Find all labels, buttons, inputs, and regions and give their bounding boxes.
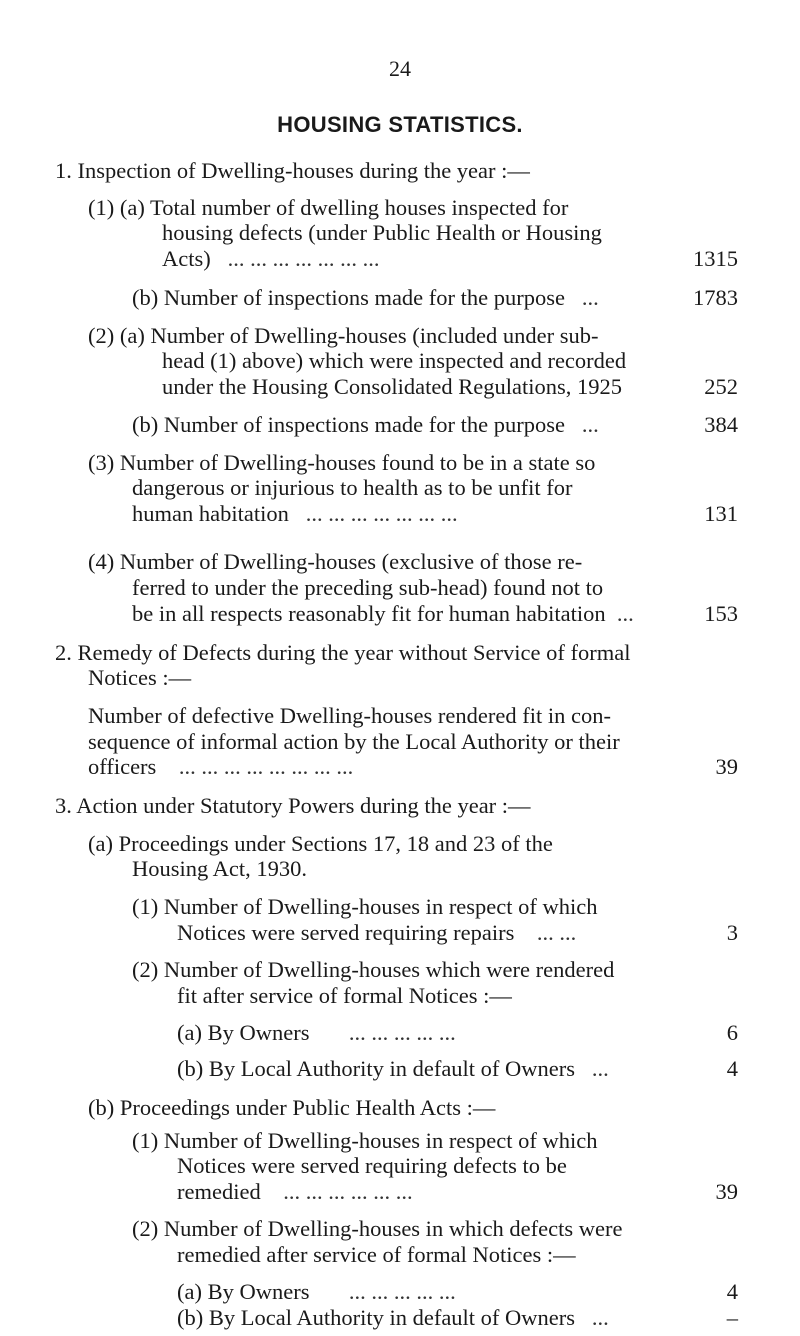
value-2b: 384: [704, 412, 738, 437]
item-3B2-line2: remedied after service of formal Notices :—: [177, 1242, 576, 1267]
item-1a-line1: (1) (a) Total number of dwelling houses inspected for: [88, 195, 569, 220]
item-3A-line1: (a) Proceedings under Sections 17, 18 and 23 of the: [88, 831, 553, 856]
section-3-heading: 3. Action under Statutory Powers during the year :—: [55, 793, 531, 818]
leader-dots: ...: [581, 412, 599, 437]
section-2-line1: Number of defective Dwelling-houses rendered fit in con-: [88, 703, 611, 728]
value-3B2a: 4: [726, 1279, 738, 1304]
value-3A1: 3: [726, 920, 738, 945]
leader-dots: ... ...: [536, 920, 577, 945]
page-title: HOUSING STATISTICS.: [277, 112, 523, 137]
item-3A-line2: Housing Act, 1930.: [132, 856, 308, 881]
value-3A2b: 4: [726, 1056, 738, 1081]
item-1a-line3: Acts) ... ... ... ... ... ... ...: [162, 246, 380, 271]
section-2-heading-cont: Notices :—: [88, 665, 192, 690]
item-2a-line3: under the Housing Consolidated Regulations, 1925: [162, 374, 622, 399]
section-2-heading: 2. Remedy of Defects during the year without Service of formal: [55, 640, 631, 665]
leader-dots: ...: [616, 601, 634, 626]
leader-dots: ... ... ... ... ...: [348, 1020, 456, 1045]
value-3A2a: 6: [726, 1020, 738, 1045]
item-1b: (b) Number of inspections made for the purpose ...: [132, 285, 599, 310]
value-2a: 252: [704, 374, 738, 399]
item-3B1-line2: Notices were served requiring defects to be: [177, 1153, 567, 1178]
value-s2: 39: [715, 754, 738, 779]
leader-dots: ...: [591, 1056, 609, 1081]
leader-dots: ... ... ... ... ... ... ...: [227, 246, 380, 271]
value-1a: 1315: [693, 246, 738, 271]
item-3B2-line1: (2) Number of Dwelling-houses in which defects were: [132, 1216, 623, 1241]
leader-dots: ... ... ... ... ...: [348, 1279, 456, 1304]
item-1a-line2: housing defects (under Public Health or Housing: [162, 220, 602, 245]
item-4-line2: ferred to under the preceding sub-head) found not to: [132, 575, 604, 600]
item-3B1-line1: (1) Number of Dwelling-houses in respect of which: [132, 1128, 598, 1153]
item-2a-line2: head (1) above) which were inspected and recorded: [162, 348, 627, 373]
item-3A2-line2: fit after service of formal Notices :—: [177, 983, 512, 1008]
value-4: 153: [704, 601, 738, 626]
item-2a-line1: (2) (a) Number of Dwelling-houses (included under sub-: [88, 323, 599, 348]
item-3-line1: (3) Number of Dwelling-houses found to be in a state so: [88, 450, 596, 475]
value-3: 131: [704, 501, 738, 526]
item-3-line3: human habitation ... ... ... ... ... ... ...: [132, 501, 458, 526]
value-3B1: 39: [715, 1179, 738, 1204]
page-number: 24: [389, 56, 411, 81]
item-4-line3: be in all respects reasonably fit for human habitation ...: [132, 601, 634, 626]
leader-dots: ...: [591, 1305, 609, 1330]
item-2b: (b) Number of inspections made for the purpose ...: [132, 412, 599, 437]
item-3B1-line3: remedied ... ... ... ... ... ...: [177, 1179, 413, 1204]
section-2-line3: officers ... ... ... ... ... ... ... ...: [88, 754, 354, 779]
leader-dots: ...: [581, 285, 599, 310]
section-2-line2: sequence of informal action by the Local Authority or their: [88, 729, 620, 754]
item-3A2b: (b) By Local Authority in default of Owners ...: [177, 1056, 609, 1081]
section-1-heading: 1. Inspection of Dwelling-houses during the year :—: [55, 158, 530, 183]
value-1b: 1783: [693, 285, 738, 310]
item-3B-heading: (b) Proceedings under Public Health Acts :—: [88, 1095, 496, 1120]
item-3A1-line2: Notices were served requiring repairs ... ...: [177, 920, 577, 945]
item-3-line2: dangerous or injurious to health as to be unfit for: [132, 475, 573, 500]
leader-dots: ... ... ... ... ... ... ...: [305, 501, 458, 526]
item-3A2-line1: (2) Number of Dwelling-houses which were rendered: [132, 957, 615, 982]
item-3B2b: (b) By Local Authority in default of Owners ...: [177, 1305, 609, 1330]
leader-dots: ... ... ... ... ... ...: [283, 1179, 413, 1204]
value-3B2b: –: [726, 1305, 738, 1330]
leader-dots: ... ... ... ... ... ... ... ...: [178, 754, 354, 779]
item-4-line1: (4) Number of Dwelling-houses (exclusive of those re-: [88, 549, 583, 574]
item-3B2a: (a) By Owners ... ... ... ... ...: [177, 1279, 456, 1304]
item-3A1-line1: (1) Number of Dwelling-houses in respect of which: [132, 894, 598, 919]
item-3A2a: (a) By Owners ... ... ... ... ...: [177, 1020, 456, 1045]
